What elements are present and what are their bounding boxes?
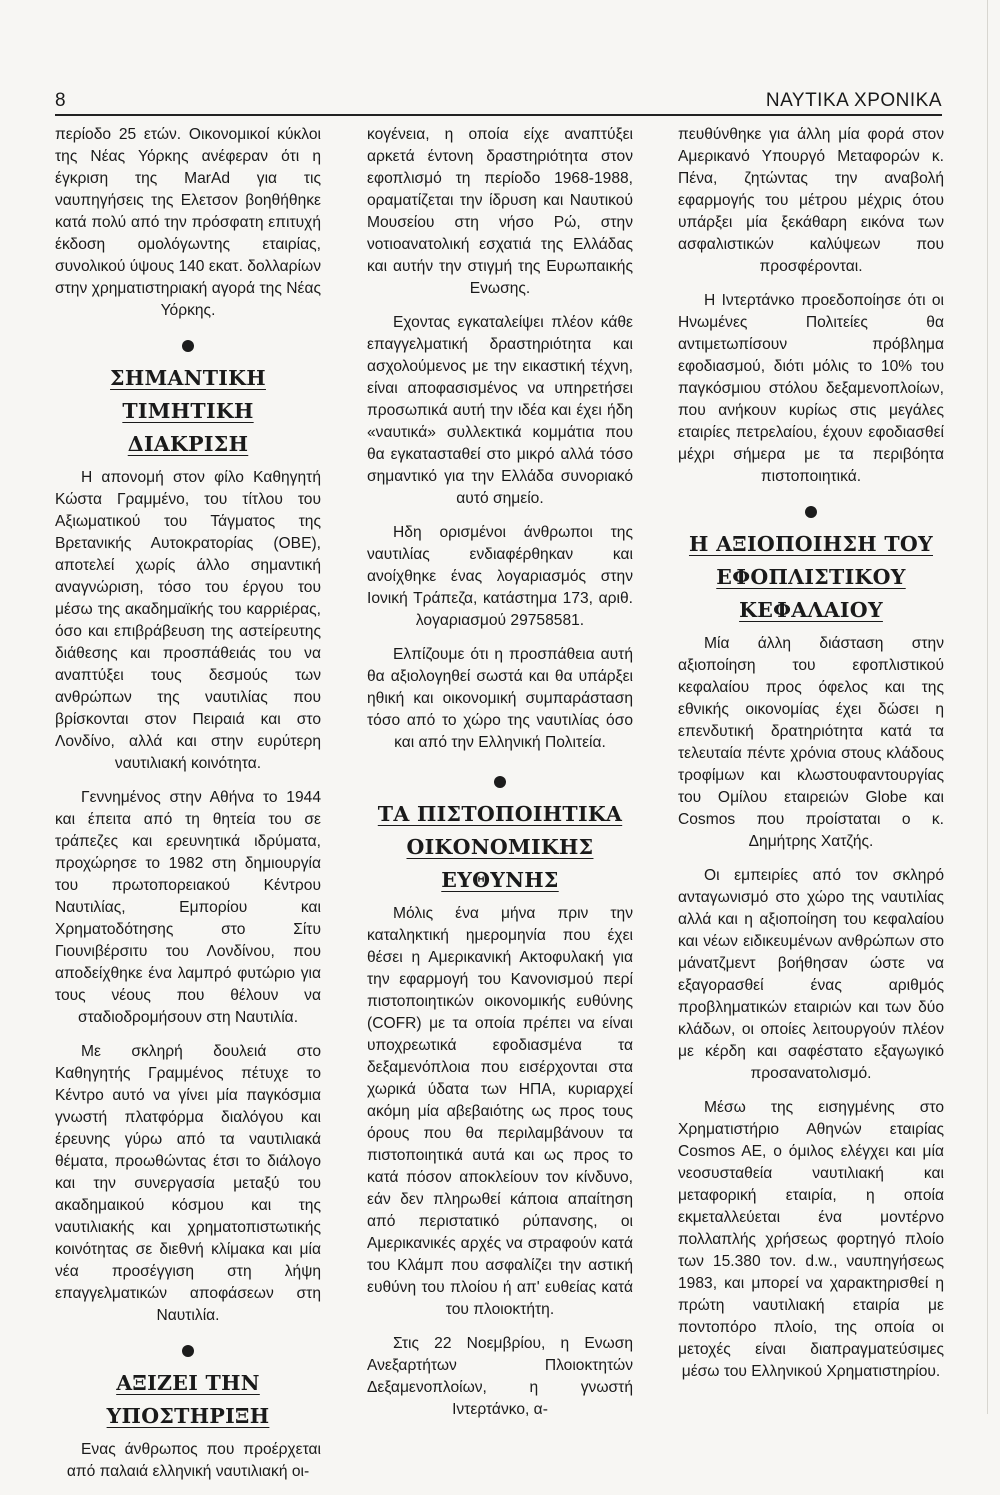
section-title-line: ΑΞΙΖΕΙ ΤΗΝ ΥΠΟΣΤΗΡΙΞΗ [106,1371,270,1428]
column-1 [55,124,321,1495]
running-title: ΝΑΥΤΙΚΑ ΧΡΟΝΙΚΑ [765,90,942,111]
page-edge-rule [987,0,988,1414]
section-bullet [494,776,506,788]
paragraph: πευθύνθηκε για άλλη μία φορά στον Αμερικανό Υπουργό Μεταφορών κ. Πένα, ζητώντας την αναβολή εφαρμογής του μέτρου μέχρις ότου υπάρξει μία ξεκάθαρη εικόνα των ασφαλιστικών καλύψεων που προσφέρονται. [678,126,944,275]
section-title-certificates [367,798,633,897]
paragraph: Μέσω της εισηγμένης στο Χρηματιστήριο Αθηνών εταιρίας Cosmos AE, ο όμιλος ελέγχει και μία νεοσυσταθεία ναυτιλιακή και μεταφορική εταιρία, η οποία εκμεταλλεύεται ένα μοντέρνο πολλαπλής χρήσεως φορτηγό πλοίο των 15.380 τον. d.w., ναυπηγήσεως 1983, και μπορεί να χαρακτηρισθεί η πρώτη ναυτιλιακή εταιρία με ποντοπόρο πλοίο, της οποία οι μετοχές είναι διαπραγματεύσιμες μέσω του Ελληνικού Χρηματιστηρίου. [678,1099,944,1380]
column-2 [367,124,633,1433]
paragraph: Μία άλλη διάσταση στην αξιοποίηση του εφοπλιστικού κεφαλαίου προς όφελος και της εθνικής οικονομίας έχει δώσει η επενδυτική δρατηριότητα κατά τα τελευταία πέντε χρόνια στους κλάδους τροφίμων και κλωστουφαντουργίας του Ομίλου εταιρειών Globe και Cosmos που προίσταται ο κ. Δημήτρης Χατζής. [678,635,944,850]
paragraph: Ενας άνθρωπος που προέρχεται από παλαιά ελληνική ναυτιλιακή οι- [66,1441,321,1480]
section-title-line: ΤΑ ΠΙΣΤΟΠΟΙΗΤΙΚΑ [377,802,623,826]
page-header [55,88,942,114]
section-title-line: ΣΗΜΑΝΤΙΚΗ ΤΙΜΗΤΙΚΗ [110,366,266,423]
section-title-line: Η ΑΞΙΟΠΟΙΗΣΗ ΤΟΥ [688,532,933,556]
column-3 [678,124,944,1395]
section-title-line: ΚΕΦΑΛΑΙΟΥ [739,598,883,622]
paragraph: Εχοντας εγκαταλείψει πλέον κάθε επαγγελματική δραστηριότητα και ασχολούμενος με την εικαστική τέχνη, είναι αποφασισμένος να υπηρετήσει προσωπικά αυτή την ιδέα και έχει ήδη «ναυτικά» συλλεκτικά κομμάτια που θα εγκατασταθεί στο μικρό αλλά τόσο σημαντικό για την Ελλάδα συνοριακό αυτό σημείο. [367,314,633,507]
section-title-line: ΟΙΚΟΝΟΜΙΚΗΣ ΕΥΘΥΝΗΣ [406,835,594,892]
paragraph: Γεννημένος στην Αθήνα το 1944 και έπειτα από τη θητεία του σε τράπεζες και ερευνητικά ιδρύματα, προχώρησε το 1982 στη δημιουργία του πρωτοπορειακού Κέντρου Ναυτιλίας, Εμπορίου και Χρηματοδότησης στο Σίτυ Γιουνιβέρσιτυ του Λονδίνου, που αποδείχθηκε ένα λαμπρό φυτώριο για τους νέους που θέλουν να σταδιοδρομήσουν στη Ναυτιλία. [55,789,321,1026]
section-title-line: ΔΙΑΚΡΙΣΗ [127,432,249,456]
page-number: 8 [55,90,66,111]
section-bullet [805,506,817,518]
paragraph: Με σκληρή δουλειά στο Καθηγητής Γραμμένος πέτυχε το Κέντρο αυτό να γίνει μία παγκόσμια γνωστή πλατφόρμα διαλόγου και έρευνης γύρω από τα ναυτιλιακά θέματα, προωθώντας έτσι το διάλογο και την συνεργασία μεταξύ του ακαδημαικού κόσμου και της ναυτιλιακής και χρηματοπιστωτικής κοινότητας σε διεθνή κλίμακα και μία νέα προσέγγιση στη λήψη επαγγελματικών αποφάσεων στη Ναυτιλία. [55,1043,321,1324]
paragraph: Ελπίζουμε ότι η προσπάθεια αυτή θα αξιολογηθεί σωστά και θα υπάρξει ηθική και οικονομική συμπαράσταση τόσο από το χώρο της ναυτιλίας όσο και από την Ελληνική Πολιτεία. [367,646,633,751]
paragraph: Στις 22 Νοεμβρίου, η Ενωση Ανεξαρτήτων Πλοιοκτητών Δεξαμενοπλοίων, η γνωστή Ιντερτάνκο, α- [367,1335,633,1418]
header-rule [55,114,942,116]
paragraph: Μόλις ένα μήνα πριν την καταληκτική ημερομηνία που έχει θέσει η Αμερικανική Ακτοφυλακή για την εφαρμογή του Κανονισμού περί πιστοποιητικών οικονομικής ευθύνης (COFR) με τα οποία πρέπει να είναι υποχρεωτικά εφοδιασμένα τα δεξαμενόπλοια που εισέρχονται στα χωρικά ύδατα των ΗΠΑ, κυριαρχεί ακόμη μία αβεβαιότης ως προς τους όρους που θα περιλαμβάνουν τα πιστοποιητικά αυτά και ως προς το κατά πόσον αποκλείουν τον κίνδυνο, εάν δεν πληρωθεί κάποια απαίτηση από περιστατικό ρύπανσης, οι Αμερικανικές αρχές να στραφούν κατά του Κλάμπ που ασφαλίζει την αστική ευθύνη του πλοίου ή απ' ευθείας κατά του πλοιοκτήτη. [367,905,633,1318]
section-title-honour [55,362,321,461]
section-bullet [182,1345,194,1357]
section-title-line: ΕΦΟΠΛΙΣΤΙΚΟΥ [716,565,906,589]
paragraph: Η απονομή στον φίλο Καθηγητή Κώστα Γραμμένο, του τίτλου του Αξιωματικού του Τάγματος της Βρετανικής Αυτοκρατορίας (ΟΒΕ), αποτελεί χωρίς άλλο σημαντική αναγνώριση, τόσο του έργου του μέσω της ακαδημαϊκής του καρριέρας, όσο και επιβράβευση της αστείρευτης διάθεσης και προσπάθειάς του να αναπτύξει τους δεσμούς των ανθρώπων της ναυτιλίας που βρίσκονται στον Πειραιά και στο Λονδίνο, αλλά και στην ευρύτερη ναυτιλιακή κοινότητα. [55,469,321,772]
paragraph: Η Ιντερτάνκο προεδοποίησε ότι οι Ηνωμένες Πολιτείες θα αντιμετωπίσουν πρόβλημα εφοδιασμού, διότι μόλις το 10% του παγκόσμιου στόλου δεξαμενοπλοίων, που ανήκουν κυρίως στις μεγάλες εταιρίες πετρελαίου, έχουν εφοδιασθεί μέχρι σήμερα με τα περιβόητα πιστοποιητικά. [678,292,944,485]
paragraph: κογένεια, η οποία είχε αναπτύξει αρκετά έντονη δραστηριότητα στον εφοπλισμό τη περίοδο 1968-1988, οραματίζεται την ίδρυση και Ναυτικού Μουσείου στη νήσο Ρώ, στην νοτιοανατολική εσχατιά της Ελλάδας και αυτήν την στιγμή της Ευρωπαικής Ενωσης. [367,126,633,297]
paragraph: περίοδο 25 ετών. Οικονομικοί κύκλοι της Νέας Υόρκης ανέφεραν ότι η έγκριση της MarAd για τις ναυπηγήσεις της Ελετσον βοηθήθηκε κατά πολύ από την πρόσφατη επιτυχή έκδοση ομολόγωντης εταιρίας, συνολικού ύψους 140 εκατ. δολλαρίων στην χρηματιστηριακή αγορά της Νέας Υόρκης. [55,126,321,319]
section-title-support [55,1367,321,1433]
paragraph: Ηδη ορισμένοι άνθρωποι της ναυτιλίας ενδιαφέρθηκαν και ανοίχθηκε ένας λογαριασμός στην Ιονική Τράπεζα, κατάστημα 173, αριθ. λογαριασμού 29758581. [367,524,633,629]
section-title-capital [678,528,944,627]
section-bullet [182,340,194,352]
paragraph: Οι εμπειρίες από τον σκληρό ανταγωνισμό στο χώρο της ναυτιλίας αλλά και η αξιοποίηση του κεφαλαίου και νέων ειδικευμένων ανθρώπων στο μάνατζμεντ βοήθησαν ώστε να εξαγορασθεί ένας αριθμός προβληματικών εταιριών και των δύο κλάδων, οι οποίες λειτουργούν πλέον με κέρδη και σαφέστατο εξαγωγικό προσανατολισμό. [678,867,944,1082]
